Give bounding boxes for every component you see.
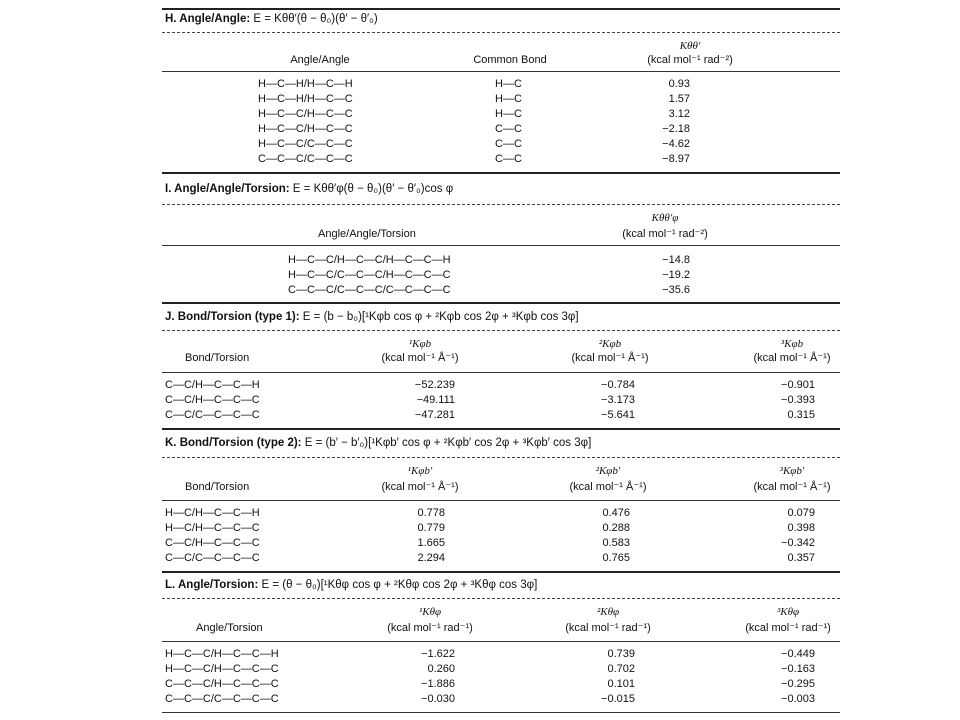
rule <box>162 372 840 373</box>
table-cell: H—C <box>495 108 522 120</box>
rule <box>162 172 840 174</box>
rule <box>162 330 840 331</box>
rule <box>162 571 840 573</box>
table-cell: 0.315 <box>787 409 815 421</box>
table-cell: 0.583 <box>602 537 630 549</box>
table-cell: 1.57 <box>668 93 690 105</box>
table-cell: 0.079 <box>787 507 815 519</box>
rule <box>162 641 840 642</box>
table-cell: H—C—C/H—C—C/H—C—C—H <box>288 254 451 266</box>
table-cell: −5.641 <box>601 409 635 421</box>
table-cell: C—C/H—C—C—C <box>165 537 260 549</box>
table-cell: H—C—C/C—C—C/H—C—C—C <box>288 269 451 281</box>
table-cell: 0.260 <box>427 663 455 675</box>
table-cell: −2.18 <box>662 123 690 135</box>
col-header: Bond/Torsion <box>185 352 250 364</box>
table-cell: C—C—C/C—C—C/C—C—C—C <box>288 284 451 296</box>
section-k-title: K. Bond/Torsion (type 2): E = (b′ − b′₀)[¹Kφb′ cos φ + ²Kφb′ cos 2φ + ³Kφb′ cos 3φ] <box>165 437 592 449</box>
table-cell: −0.449 <box>781 648 815 660</box>
col-header-symbol: ³Kφb′ <box>779 465 805 477</box>
table-cell: 3.12 <box>668 108 690 120</box>
table-cell: 0.288 <box>602 522 630 534</box>
table-cell: −49.111 <box>416 394 455 406</box>
col-header-symbol: ¹Kθφ <box>418 606 442 618</box>
section-l-title: L. Angle/Torsion: E = (θ − θ₀)[¹Kθφ cos φ + ²Kθφ cos 2φ + ³Kθφ cos 3φ] <box>165 579 538 591</box>
table-cell: H—C—C/H—C—C—H <box>165 648 279 660</box>
col-header-symbol: ²Kθφ <box>596 606 620 618</box>
table-cell: −0.003 <box>781 693 815 705</box>
table-cell: 0.398 <box>787 522 815 534</box>
section-j-title: J. Bond/Torsion (type 1): E = (b − b₀)[¹Kφb cos φ + ²Kφb cos 2φ + ³Kφb cos 3φ] <box>165 311 579 323</box>
col-header-unit: (kcal mol⁻¹ Å⁻¹) <box>569 481 647 493</box>
col-header-symbol: ³Kθφ <box>776 606 800 618</box>
col-header-symbol: ²Kφb′ <box>595 465 621 477</box>
table-cell: 0.476 <box>602 507 630 519</box>
table-cell: 0.357 <box>787 552 815 564</box>
table-cell: −0.030 <box>421 693 455 705</box>
rule <box>162 598 840 599</box>
rule <box>162 500 840 501</box>
col-header: Bond/Torsion <box>185 481 250 493</box>
rule <box>162 8 840 10</box>
col-header-unit: (kcal mol⁻¹ Å⁻¹) <box>753 352 831 364</box>
col-header-symbol: Kθθ′ <box>679 40 701 52</box>
table-cell: 0.765 <box>602 552 630 564</box>
table-cell: −4.62 <box>662 138 690 150</box>
table-cell: −0.342 <box>781 537 815 549</box>
table-cell: C—C/H—C—C—C <box>165 394 260 406</box>
table-cell: 2.294 <box>417 552 445 564</box>
section-h-title: H. Angle/Angle: E = Kθθ′(θ − θ₀)(θ′ − θ′₀) <box>165 13 378 25</box>
table-cell: H—C/H—C—C—C <box>165 522 260 534</box>
table-cell: C—C <box>495 153 522 165</box>
table-cell: −0.295 <box>781 678 815 690</box>
table-cell: H—C <box>495 78 522 90</box>
table-cell: C—C—C/H—C—C—C <box>165 678 279 690</box>
table-cell: C—C—C/C—C—C—C <box>165 693 279 705</box>
col-header-unit: (kcal mol⁻¹ Å⁻¹) <box>571 352 649 364</box>
col-header-symbol: ³Kφb <box>780 338 804 350</box>
table-cell: 1.665 <box>417 537 445 549</box>
col-header-unit: (kcal mol⁻¹ rad⁻¹) <box>745 622 831 634</box>
table-cell: −52.239 <box>414 379 455 391</box>
col-header-unit: (kcal mol⁻¹ Å⁻¹) <box>381 481 459 493</box>
col-header: Angle/Angle <box>290 54 350 66</box>
table-cell: C—C/C—C—C—C <box>165 409 260 421</box>
col-header-unit: (kcal mol⁻¹ rad⁻²) <box>647 54 733 66</box>
table-cell: −0.393 <box>781 394 815 406</box>
table-cell: H—C—C/H—C—C <box>258 123 353 135</box>
col-header-unit: (kcal mol⁻¹ rad⁻¹) <box>565 622 651 634</box>
rule <box>162 245 840 246</box>
col-header: Angle/Angle/Torsion <box>318 228 416 240</box>
table-cell: H—C—C/H—C—C <box>258 108 353 120</box>
col-header: Angle/Torsion <box>196 622 263 634</box>
table-cell: H—C/H—C—C—H <box>165 507 260 519</box>
table-cell: 0.93 <box>668 78 690 90</box>
table-cell: C—C/H—C—C—H <box>165 379 260 391</box>
col-header-symbol: ²Kφb <box>598 338 622 350</box>
table-cell: −8.97 <box>662 153 690 165</box>
section-i-title: I. Angle/Angle/Torsion: E = Kθθ′φ(θ − θ₀)(θ′ − θ′₀)cos φ <box>165 183 454 195</box>
table-cell: C—C/C—C—C—C <box>165 552 260 564</box>
col-header-unit: (kcal mol⁻¹ rad⁻²) <box>622 228 708 240</box>
table-cell: −0.784 <box>601 379 635 391</box>
table-cell: −3.173 <box>601 394 635 406</box>
col-header-unit: (kcal mol⁻¹ Å⁻¹) <box>753 481 831 493</box>
table-cell: −1.886 <box>421 678 455 690</box>
table-cell: 0.101 <box>607 678 635 690</box>
table-cell: H—C—H/H—C—C <box>258 93 353 105</box>
col-header-symbol: Kθθ′φ <box>651 212 679 224</box>
table-cell: C—C—C/C—C—C <box>258 153 353 165</box>
table-cell: −0.901 <box>781 379 815 391</box>
rule <box>162 457 840 458</box>
rule <box>162 712 840 713</box>
col-header-symbol: ¹Kφb′ <box>407 465 433 477</box>
table-cell: 0.779 <box>417 522 445 534</box>
table-cell: 0.739 <box>607 648 635 660</box>
table-cell: H—C <box>495 93 522 105</box>
table-cell: 0.778 <box>417 507 445 519</box>
table-cell: −47.281 <box>414 409 455 421</box>
rule <box>162 204 840 205</box>
rule <box>162 71 840 72</box>
rule <box>162 302 840 304</box>
table-cell: −14.8 <box>662 254 690 266</box>
table-cell: H—C—C/C—C—C <box>258 138 353 150</box>
col-header-unit: (kcal mol⁻¹ rad⁻¹) <box>387 622 473 634</box>
table-cell: −19.2 <box>662 269 690 281</box>
col-header-unit: (kcal mol⁻¹ Å⁻¹) <box>381 352 459 364</box>
table-cell: −1.622 <box>421 648 455 660</box>
table-cell: −0.015 <box>601 693 635 705</box>
rule <box>162 32 840 33</box>
rule <box>162 428 840 430</box>
col-header-symbol: ¹Kφb <box>408 338 432 350</box>
table-cell: −0.163 <box>781 663 815 675</box>
col-header: Common Bond <box>473 54 547 66</box>
table-cell: −35.6 <box>662 284 690 296</box>
table-cell: H—C—H/H—C—H <box>258 78 353 90</box>
table-cell: C—C <box>495 123 522 135</box>
table-cell: 0.702 <box>607 663 635 675</box>
table-cell: C—C <box>495 138 522 150</box>
table-cell: H—C—C/H—C—C—C <box>165 663 279 675</box>
